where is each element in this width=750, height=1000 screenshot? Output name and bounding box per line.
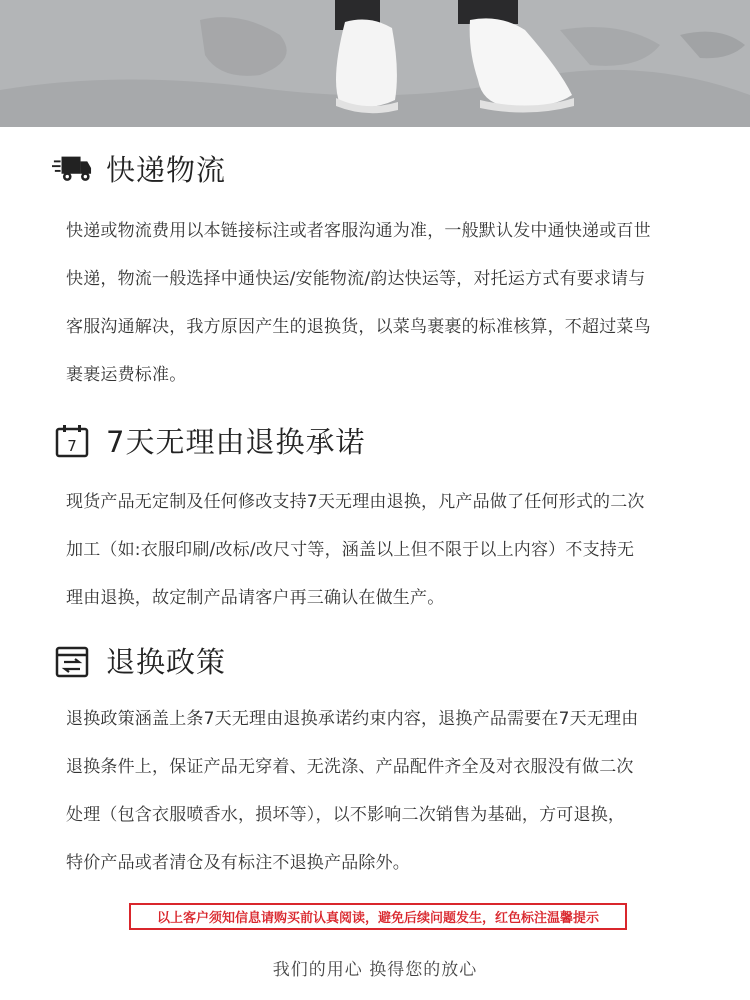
section-title: 7天无理由退换承诺 — [106, 425, 366, 459]
section-7day-header — [52, 420, 365, 461]
text-line: 退换条件上，保证产品无穿着、无洗涤、产品配件齐全及对衣服没有做二次 — [66, 757, 634, 777]
hero-photo — [0, 0, 750, 127]
text-line: 客服沟通解决，我方原因产生的退换货，以菜鸟裹裹的标准核算，不超过菜鸟 — [66, 317, 651, 337]
text-line: 加工（如:衣服印刷/改标/改尺寸等，涵盖以上但不限于以上内容）不支持无 — [66, 540, 635, 560]
notice-banner: 以上客户须知信息请购买前认真阅读，避免后续问题发生，红色标注温馨提示 — [129, 903, 627, 930]
section-title: 快递物流 — [106, 153, 227, 187]
text-line: 快递或物流费用以本链接标注或者客服沟通为准，一般默认发中通快递或百世 — [66, 221, 651, 241]
section-title: 退换政策 — [106, 645, 227, 679]
section-return-text — [66, 695, 706, 887]
text-line: 特价产品或者清仓及有标注不退换产品除外。 — [66, 853, 410, 873]
section-7day-text — [66, 478, 706, 622]
section-return-header — [52, 640, 226, 681]
text-line: 现货产品无定制及任何修改支持7天无理由退换，凡产品做了任何形式的二次 — [66, 492, 645, 512]
calendar-7-icon — [52, 421, 92, 461]
section-shipping-header — [52, 148, 226, 189]
svg-text:7: 7 — [67, 436, 77, 455]
slogan-text: 我们的用心 换得您的放心 — [272, 960, 478, 980]
text-line: 快递，物流一般选择中通快运/安能物流/韵达快运等，对托运方式有要求请与 — [66, 269, 646, 289]
text-line: 裹裹运费标准。 — [66, 365, 187, 385]
delivery-truck-icon — [52, 149, 92, 189]
text-line: 理由退换，故定制产品请客户再三确认在做生产。 — [66, 588, 445, 608]
text-line: 处理（包含衣服喷香水，损坏等），以不影响二次销售为基础，方可退换， — [66, 805, 626, 825]
text-line: 退换政策涵盖上条7天无理由退换承诺约束内容，退换产品需要在7天无理由 — [66, 709, 639, 729]
section-shipping-text — [66, 207, 706, 399]
exchange-icon — [52, 641, 92, 681]
